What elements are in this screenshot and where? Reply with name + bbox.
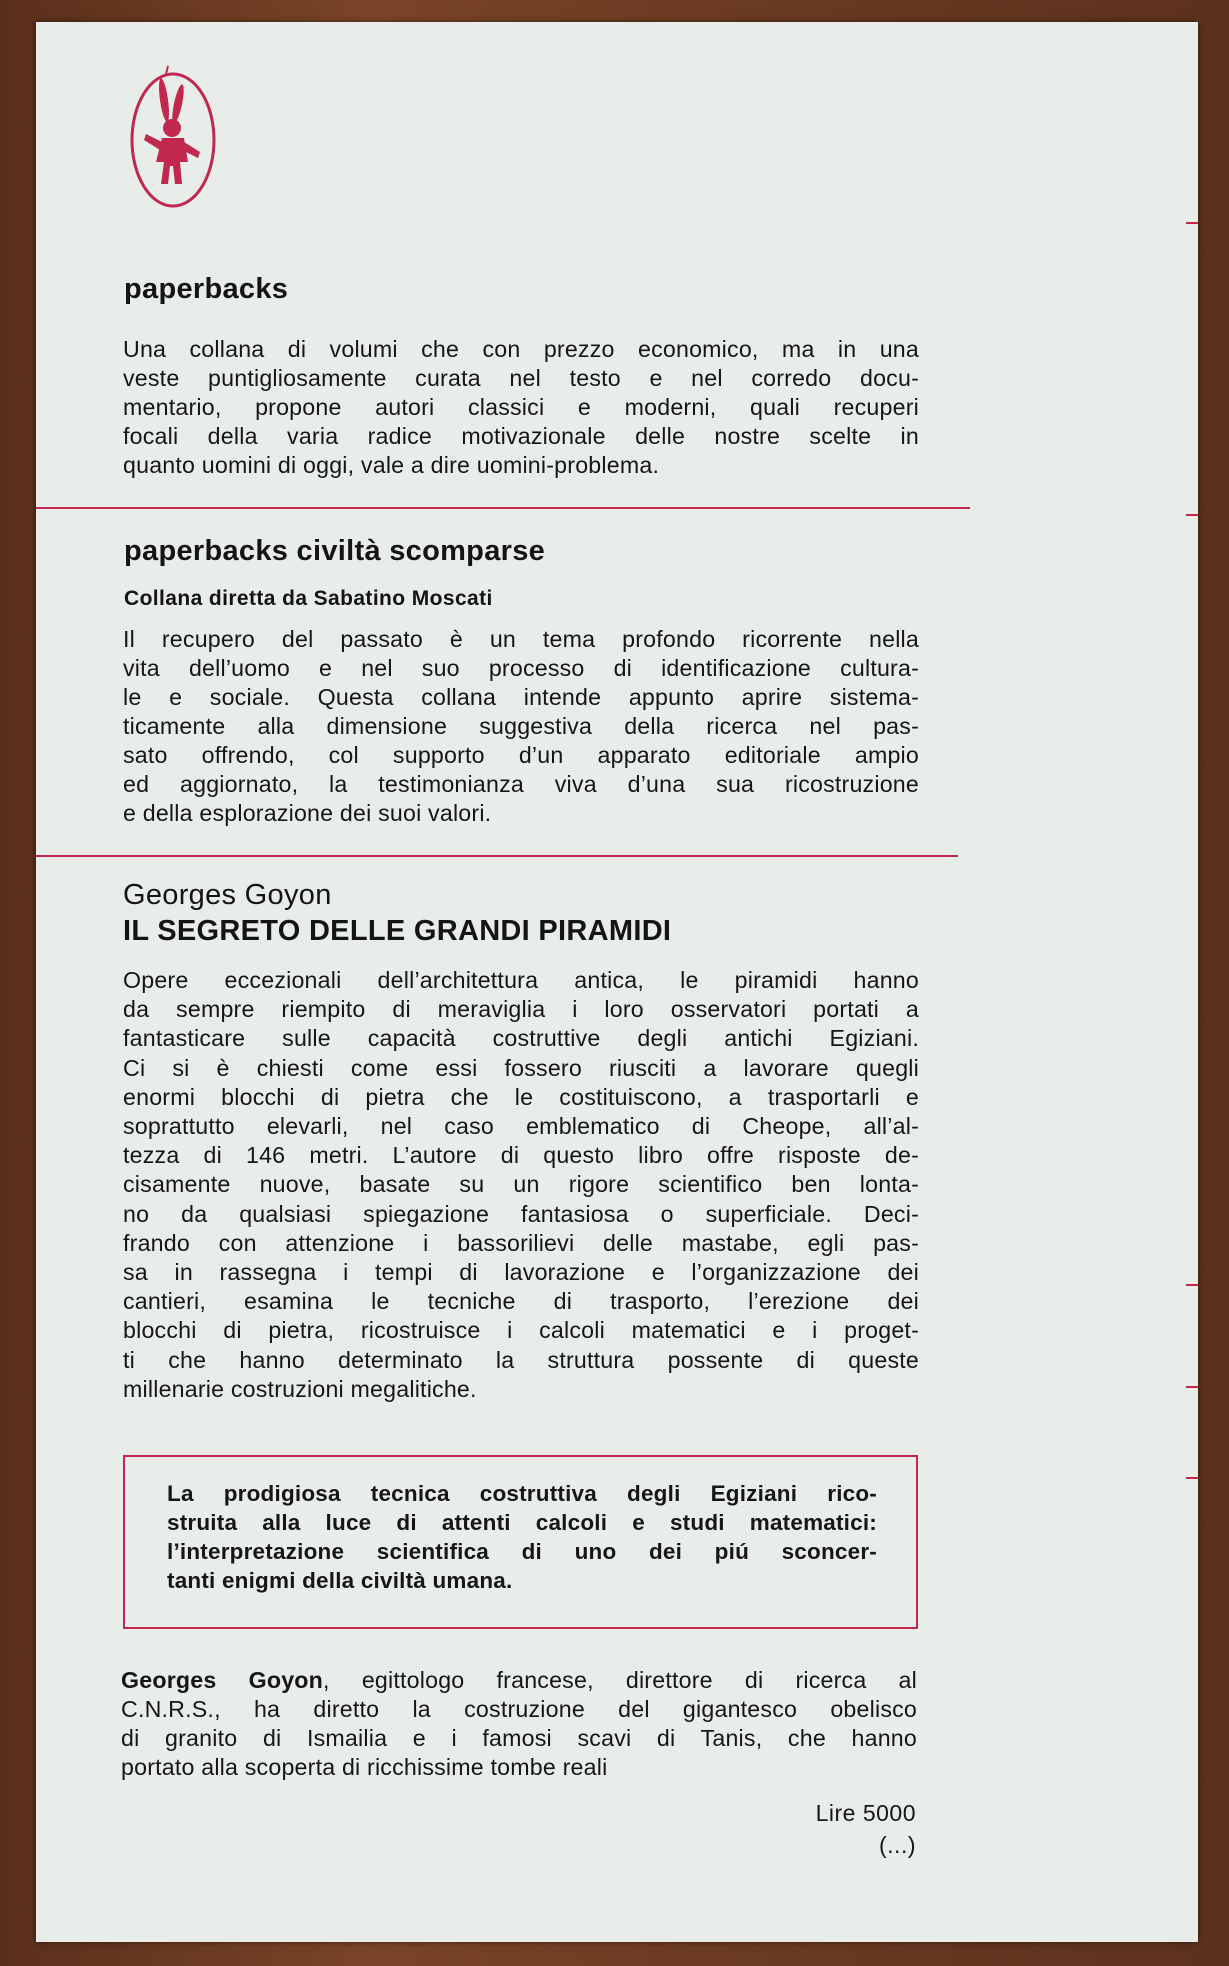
highlight-box (123, 1455, 918, 1629)
edge-mark (1186, 1477, 1198, 1479)
author-name: Georges Goyon (123, 879, 332, 911)
series-heading: paperbacks (124, 273, 289, 305)
author-bio: Georges Goyon, egittologo francese, direttore di ricerca al C.N.R.S., ha diretto la costruzione del gigantesco obelisco di granito di Ismailia e i famosi scavi di Tanis, che hanno portato alla scoperta di ricchissime tombe reali (121, 1667, 917, 1780)
price-block (816, 1797, 916, 1861)
bio-author-name: Georges Goyon (121, 1667, 324, 1693)
series-editor-line: Collana diretta da Sabatino Moscati (124, 587, 493, 610)
edge-mark (1186, 222, 1198, 224)
edge-mark (1186, 1284, 1198, 1286)
book-synopsis: Opere eccezionali dell’architettura antica, le piramidi hanno da sempre riempito di meraviglia i loro osservatori portati a fantasticare sulle capacità costruttive degli antichi Egiziani. Ci si è chiesti come essi fossero riusciti a lavorare quegli enormi blocchi di pietra che le costituiscono, a trasportarli e soprattutto elevarli, nel caso emblematico di Cheope, all’al- tezza di 146 metri. L’autore di questo libro offre risposte de- cisamente nuove, basate su un rigore scientifico ben lonta- no da qualsiasi spiegazione fantasiosa o superficiale. Deci- frando con attenzione i bassorilievi delle mastabe, egli pas- sa in rassegna i tempi di lavorazione e l’organizzazione dei cantieri, esamina le tecniche di trasporto, l’erezione dei blocchi di pietra, ricostruisce i calcoli matematici e i proget- ti che hanno determinato la struttura possente di queste millenarie costruzioni megalitiche. (123, 967, 919, 1402)
rabbit-emblem-icon (128, 62, 218, 208)
section-divider (36, 507, 970, 509)
price-label: Lire 5000 (815, 1800, 916, 1826)
book-title-block (123, 877, 671, 949)
series-description: Una collana di volumi che con prezzo economico, ma in una veste puntigliosamente curata nel testo e nel corredo docu- mentario, propone autori classici e moderni, quali recuperi focali della varia radice motivazionale delle nostre scelte in quanto uomini di oggi, vale a dire uomini-problema. (123, 336, 919, 478)
highlight-text: La prodigiosa tecnica costruttiva degli Egiziani rico- struita alla luce di attenti calcoli e studi matematici: l’interpretazione scientifica di uno dei piú sconcer- tanti enigmi della civiltà umana. (167, 1481, 877, 1593)
subseries-heading: paperbacks civiltà scomparse (124, 535, 546, 567)
book-back-cover (36, 22, 1198, 1942)
subseries-description: Il recupero del passato è un tema profondo ricorrente nella vita dell’uomo e nel suo processo di identificazione cultura- le e sociale. Questa collana intende appunto aprire sistema- ticamente alla dimensione suggestiva della ricerca nel pas- sato offrendo, col supporto d’un apparato editoriale ampio ed aggiornato, la testimonianza viva d’una sua ricostruzione e della esplorazione dei suoi valori. (123, 626, 919, 826)
edge-mark (1186, 1386, 1198, 1388)
book-title: IL SEGRETO DELLE GRANDI PIRAMIDI (123, 915, 672, 947)
edge-mark (1186, 514, 1198, 516)
section-divider (36, 855, 958, 857)
price-ellipsis: (...) (879, 1832, 916, 1858)
